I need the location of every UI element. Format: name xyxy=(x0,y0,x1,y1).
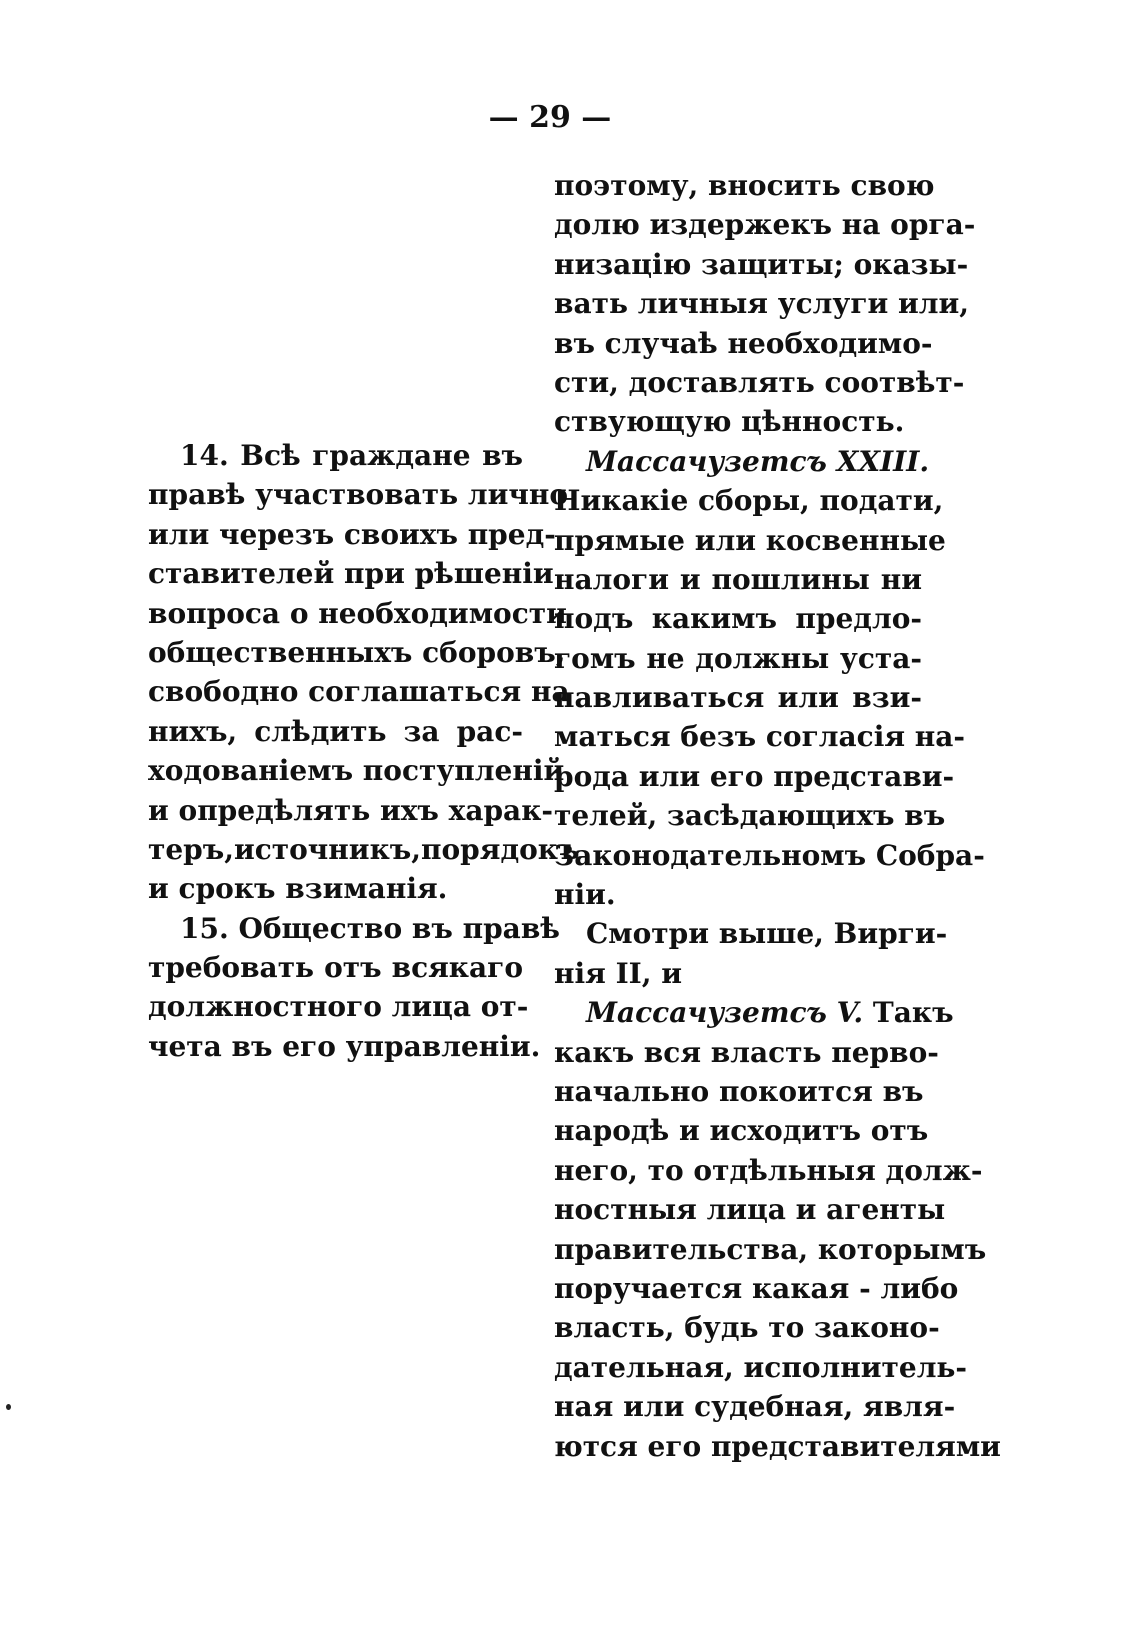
right-column-line: ная или судебная, явля- xyxy=(554,1390,956,1424)
right-column-line: какъ вся власть перво- xyxy=(554,1035,939,1069)
left-column-line: общественныхъ сборовъ, xyxy=(148,635,566,669)
right-column-line: него, то отдѣльныя долж- xyxy=(554,1153,983,1187)
left-column-line: свободно соглашаться на xyxy=(148,675,570,709)
italic-reference: Массачузетсъ XXIII. xyxy=(586,444,930,478)
right-column-line: ніи. xyxy=(554,878,616,912)
left-column-line: вопроса о необходимости xyxy=(148,596,567,630)
right-column-line: поэтому, вносить свою xyxy=(554,169,935,202)
left-column-line: 15. Общество въ правѣ xyxy=(180,911,560,945)
right-column-line: дательная, исполнитель- xyxy=(554,1350,968,1384)
left-column-line: должностного лица от- xyxy=(148,990,529,1024)
left-column xyxy=(148,436,580,1066)
left-column-line: правѣ участвовать лично xyxy=(148,478,569,512)
right-column-line: вать личныя услуги или, xyxy=(554,287,970,321)
right-column-line: ствующую цѣнность. xyxy=(554,405,905,439)
right-column xyxy=(554,166,1001,1466)
right-column-line: ются его представителями xyxy=(554,1429,1001,1463)
right-column-line: рода или его представи- xyxy=(554,759,955,793)
left-column-line: теръ,источникъ,порядокъ xyxy=(148,832,580,866)
right-column-line: начально покоится въ xyxy=(554,1074,924,1108)
left-column-line: и опредѣлять ихъ харак- xyxy=(148,793,554,827)
left-column-line: ставителей при рѣшеніи xyxy=(148,557,554,591)
right-column-line: долю издержекъ на орга- xyxy=(554,208,976,242)
italic-reference: Массачузетсъ V. xyxy=(586,996,864,1030)
right-column-line: навливаться или взи- xyxy=(554,681,922,715)
right-column-line: народѣ и исходитъ отъ xyxy=(554,1114,929,1148)
page-number: — 29 — xyxy=(488,100,612,135)
right-column-line: низацію защиты; оказы- xyxy=(554,247,969,281)
right-column-line xyxy=(554,442,930,481)
right-column-line: власть, будь то законо- xyxy=(554,1311,940,1345)
left-column-line: и срокъ взиманія. xyxy=(148,872,448,906)
right-column-line: подъ какимъ предло- xyxy=(554,602,922,636)
right-column-line: налоги и пошлины ни xyxy=(554,562,922,596)
right-column-line: Законодательномъ Собра- xyxy=(554,838,985,872)
left-column-line: нихъ, слѣдить за рас- xyxy=(148,714,523,748)
line-text: Такъ xyxy=(863,996,954,1030)
left-column-line: 14. Всѣ граждане въ xyxy=(180,439,523,472)
scan-speck xyxy=(6,1404,11,1410)
right-column-line: прямые или косвенные xyxy=(554,523,946,557)
left-column-line: ходованіемъ поступленій xyxy=(148,754,565,788)
left-column-line: чета въ его управленіи. xyxy=(148,1029,541,1063)
right-column-line: Никакіе сборы, подати, xyxy=(554,484,944,518)
right-column-line xyxy=(554,993,954,1032)
left-column-line: или черезъ своихъ пред- xyxy=(148,517,556,551)
right-column-line: ностныя лица и агенты xyxy=(554,1193,946,1227)
right-column-line: поручается какая - либо xyxy=(554,1271,959,1305)
right-column-line: нія II, и xyxy=(554,956,683,990)
left-column-line: требовать отъ всякаго xyxy=(148,951,523,985)
right-column-line: правительства, которымъ xyxy=(554,1232,987,1266)
right-column-line: гомъ не должны уста- xyxy=(554,641,922,675)
right-column-line: маться безъ согласія на- xyxy=(554,720,966,754)
right-column-line: телей, засѣдающихъ въ xyxy=(554,799,946,833)
right-column-line: Смотри выше, Вирги- xyxy=(586,917,948,951)
right-column-line: сти, доставлять соотвѣт- xyxy=(554,365,965,399)
right-column-line: въ случаѣ необходимо- xyxy=(554,326,933,360)
